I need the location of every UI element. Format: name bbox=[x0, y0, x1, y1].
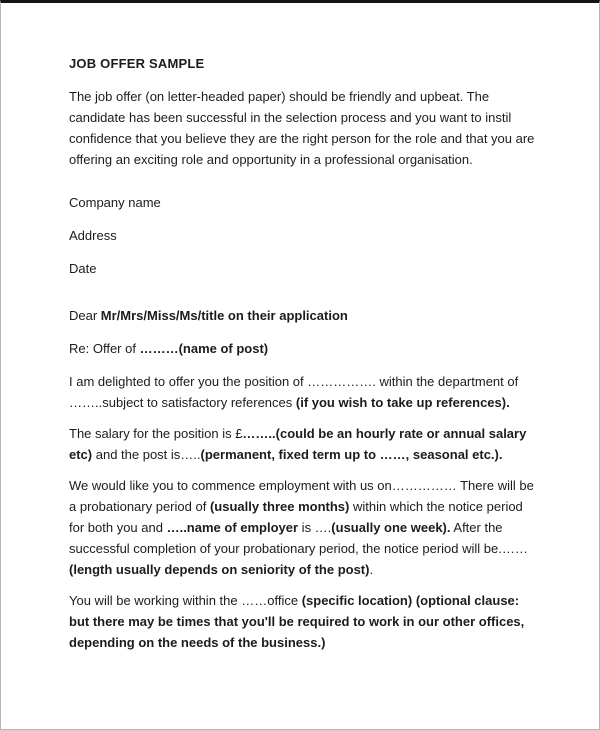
text-run-bold: (specific location) (optional clause: but there may be times that you'll be required to work in our other offices, depending on the needs of the business.) bbox=[69, 593, 525, 650]
text-run: The salary for the position is £ bbox=[69, 426, 243, 441]
text-run: We would like you to commence employment with us on…………… There will be a probationary period of bbox=[69, 478, 534, 514]
text-run: within which the notice period for both you and bbox=[69, 499, 523, 535]
text-run: I am delighted to offer you the position of ……………. within the department of ……..subject to satisfactory references bbox=[69, 374, 519, 410]
text-run: You will be working within the ……office bbox=[69, 593, 302, 608]
text-run-bold: (usually one week). bbox=[331, 520, 451, 535]
text-run-bold: Mr/Mrs/Miss/Ms/title on their application bbox=[100, 308, 348, 323]
text-run: is …. bbox=[298, 520, 332, 535]
probation-paragraph bbox=[69, 475, 537, 580]
location-paragraph bbox=[69, 590, 537, 653]
salutation-line bbox=[69, 305, 537, 326]
text-run-bold: (usually three months) bbox=[209, 499, 350, 514]
address-line: Address bbox=[69, 228, 117, 243]
text-run: Re: Offer of bbox=[69, 341, 140, 356]
re-line bbox=[69, 338, 537, 359]
position-paragraph bbox=[69, 371, 537, 413]
text-run: and the post is….. bbox=[92, 447, 201, 462]
date-line: Date bbox=[69, 261, 97, 276]
text-run: Dear bbox=[69, 308, 101, 323]
text-run-bold: …..name of employer bbox=[166, 520, 299, 535]
company-name-line: Company name bbox=[69, 195, 161, 210]
document-title: JOB OFFER SAMPLE bbox=[69, 56, 205, 71]
text-run-bold: ………(name of post) bbox=[139, 341, 269, 356]
text-run-bold: (permanent, fixed term up to ……, seasonal etc.). bbox=[200, 447, 503, 462]
text-run: . bbox=[369, 562, 374, 577]
salary-paragraph bbox=[69, 423, 537, 465]
text-run: After the successful completion of your probationary period, the notice period will be.…… bbox=[69, 520, 528, 556]
text-run-bold: ……..(could be an hourly rate or annual salary etc) bbox=[69, 426, 527, 462]
text-run-bold: (if you wish to take up references). bbox=[295, 395, 510, 410]
letter-content bbox=[1, 3, 599, 653]
intro-paragraph: The job offer (on letter-headed paper) should be friendly and upbeat. The candidate has been successful in the selection process and you want to instil confidence that you believe they are the right person for the role and that you are offering an exciting role and opportunity in a professional organisation. bbox=[69, 89, 535, 167]
text-run-bold: (length usually depends on seniority of the post) bbox=[69, 562, 370, 577]
